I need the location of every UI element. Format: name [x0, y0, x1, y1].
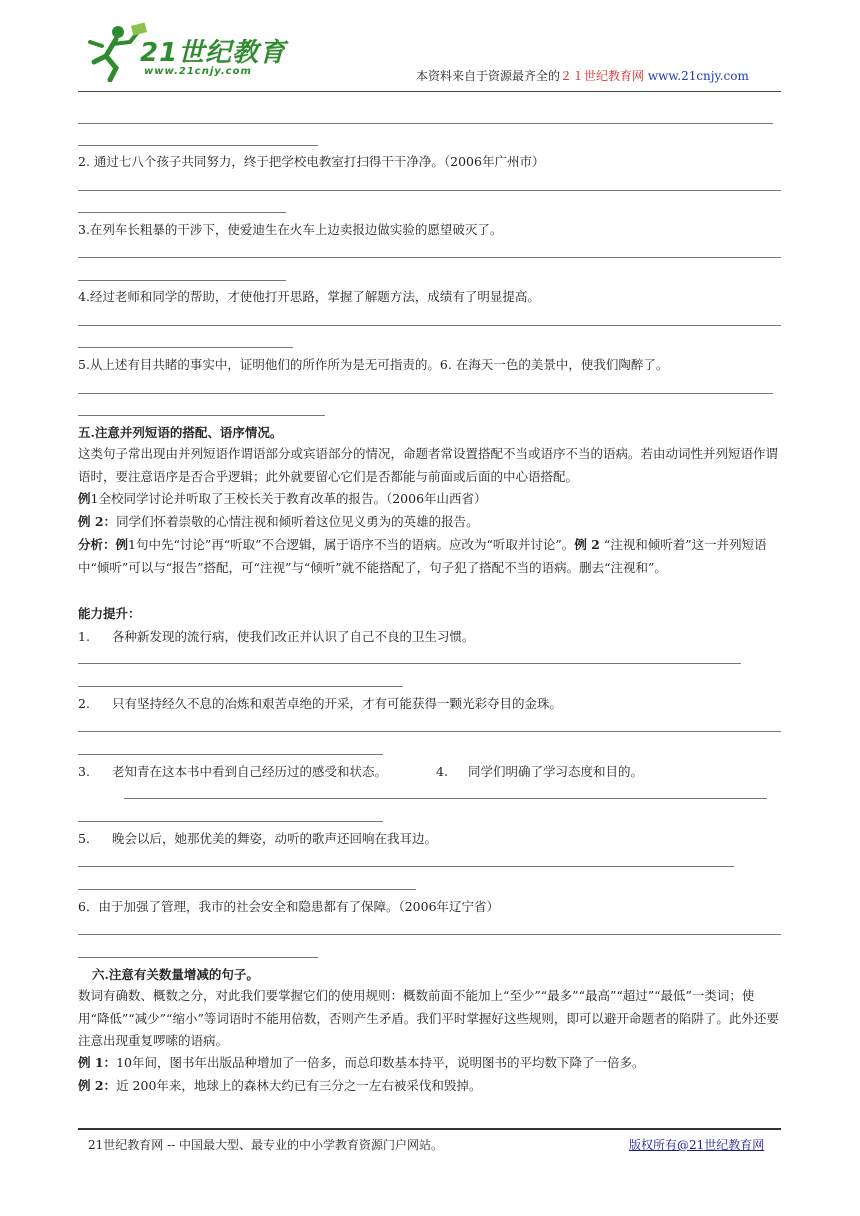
exercise-item: 3.在列车长粗暴的干涉下，使爱迪生在火车上边卖报边做实验的愿望破灭了。 — [78, 222, 503, 237]
answer-line — [78, 325, 781, 326]
item-text: 各种新发现的流行病，使我们改正并认识了自己不良的卫生习惯。 — [112, 629, 475, 644]
logo-url: www.21cnjy.com — [144, 66, 252, 77]
header-divider — [78, 91, 781, 92]
item-number: 2. — [78, 696, 90, 711]
copyright-link[interactable]: 版权所有@21世纪教育网 — [629, 1138, 765, 1152]
exercise-item: 4.经过老师和同学的帮助，才使他打开思路，掌握了解题方法，成绩有了明显提高。 — [78, 289, 540, 304]
practice-item — [78, 628, 475, 646]
example-label: 例 — [78, 491, 91, 506]
answer-line — [78, 731, 781, 732]
logo-text: 21世纪教育 — [140, 38, 287, 68]
answer-line — [78, 257, 781, 258]
answer-line — [78, 347, 293, 348]
section-5-analysis — [78, 534, 781, 579]
example-label: 例 2： — [78, 514, 117, 529]
example-text: 1全校同学讨论并听取了王校长关于教育改革的报告。（2006年山西省） — [90, 491, 487, 506]
item-number: 4. — [436, 764, 448, 779]
answer-line — [78, 686, 403, 687]
section-6-intro: 数词有确数、概数之分，对此我们要掌握它们的使用规则：概数前面不能加上“至少”“最多”“最高”“超过”“最低”一类词；使用“降低”“减少”“缩小”等词语时不能用倍数，否则产生矛盾。我们平时掌握好这些规则，即可以避开命题者的陷阱了。此外还要注意出现重复啰嗦的语病。 — [78, 988, 779, 1048]
section-6-title: 六.注意有关数量增减的句子。 — [92, 967, 259, 982]
answer-line — [78, 889, 416, 890]
answer-line — [124, 798, 767, 799]
item-number: 5. — [78, 831, 90, 846]
source-prefix: 本资料来自于资源最齐全的 — [416, 69, 561, 83]
footer-divider — [78, 1128, 781, 1130]
item-number: 3. — [78, 764, 90, 779]
practice-item-6: 6．由于加强了管理，我市的社会安全和隐患都有了保障。（2006年辽宁省） — [78, 899, 500, 914]
ability-heading: 能力提升： — [78, 606, 141, 621]
source-site: ２１世纪教育网 — [560, 69, 645, 83]
section-6-example-2 — [78, 1077, 481, 1095]
analysis-text-2: “注视和倾听着”这一并列短语中“倾听”可以与“报告”搭配，可“注视”与“倾听”就不能搭配了，句子犯了搭配不当的语病。删去“注视和”。 — [78, 537, 767, 575]
analysis-text: 1句中先“讨论”再“听取”不合逻辑，属于语序不当的语病。应改为“听取并讨论”。 — [128, 537, 575, 552]
answer-line — [78, 821, 383, 822]
item-number: 1. — [78, 629, 90, 644]
example-text: 同学们怀着崇敬的心情注视和倾听着这位见义勇为的英雄的报告。 — [116, 514, 479, 529]
answer-line — [78, 190, 781, 191]
analysis-label: 分析：例 — [78, 537, 129, 552]
example-text: 10年间，图书年出版品种增加了一倍多，而总印数基本持平，说明图书的平均数下降了一倍多。 — [116, 1055, 645, 1070]
section-5-intro: 这类句子常出现由并列短语作谓语部分或宾语部分的情况，命题者常设置搭配不当或语序不当的语病。若由动词性并列短语作谓语时，要注意语序是否合乎逻辑；此外就要留心它们是否都能与前面或后面的中心语搭配。 — [78, 446, 779, 484]
section-5-example-2 — [78, 513, 479, 531]
source-url: www.21cnjy.com — [647, 69, 749, 83]
answer-line — [78, 934, 781, 935]
practice-item — [436, 763, 643, 781]
item-text: 同学们明确了学习态度和目的。 — [468, 764, 644, 779]
answer-line — [78, 145, 318, 146]
example-label: 例 2： — [78, 1078, 117, 1093]
practice-item — [78, 695, 562, 713]
answer-line — [78, 957, 318, 958]
answer-line — [78, 280, 286, 281]
exercise-item: 2. 通过七八个孩子共同努力，终于把学校电教室打扫得干干净净。（2006年广州市） — [78, 154, 545, 169]
answer-line — [78, 393, 773, 394]
answer-line — [78, 754, 383, 755]
exercise-item: 5.从上述有目共睹的事实中，证明他们的所作所为是无可指责的。6. 在海天一色的美景中，使我们陶醉了。 — [78, 357, 669, 372]
header-source — [416, 67, 749, 85]
analysis-label-2: 例 2 — [574, 537, 600, 552]
answer-line — [78, 415, 325, 416]
practice-item — [78, 763, 387, 781]
answer-line — [78, 866, 734, 867]
section-5-title: 五.注意并列短语的搭配、语序情况。 — [78, 425, 283, 440]
answer-line — [78, 663, 741, 664]
footer-text: 21世纪教育网 -- 中国最大型、最专业的中小学教育资源门户网站。 — [88, 1138, 444, 1152]
answer-line — [78, 212, 286, 213]
item-text: 晚会以后，她那优美的舞姿，动听的歌声还回响在我耳边。 — [112, 831, 438, 846]
item-text: 只有坚持经久不息的冶炼和艰苦卓绝的开采，才有可能获得一颗光彩夺目的金珠。 — [112, 696, 563, 711]
answer-line — [78, 123, 773, 124]
item-text: 老知青在这本书中看到自己经历过的感受和状态。 — [112, 764, 388, 779]
logo — [80, 22, 300, 84]
practice-item — [78, 830, 437, 848]
section-5-example-1 — [78, 490, 487, 508]
example-label: 例 1： — [78, 1055, 117, 1070]
example-text: 近 200年来，地球上的森林大约已有三分之一左右被采伐和毁掉。 — [116, 1078, 482, 1093]
section-6-example-1 — [78, 1054, 644, 1072]
